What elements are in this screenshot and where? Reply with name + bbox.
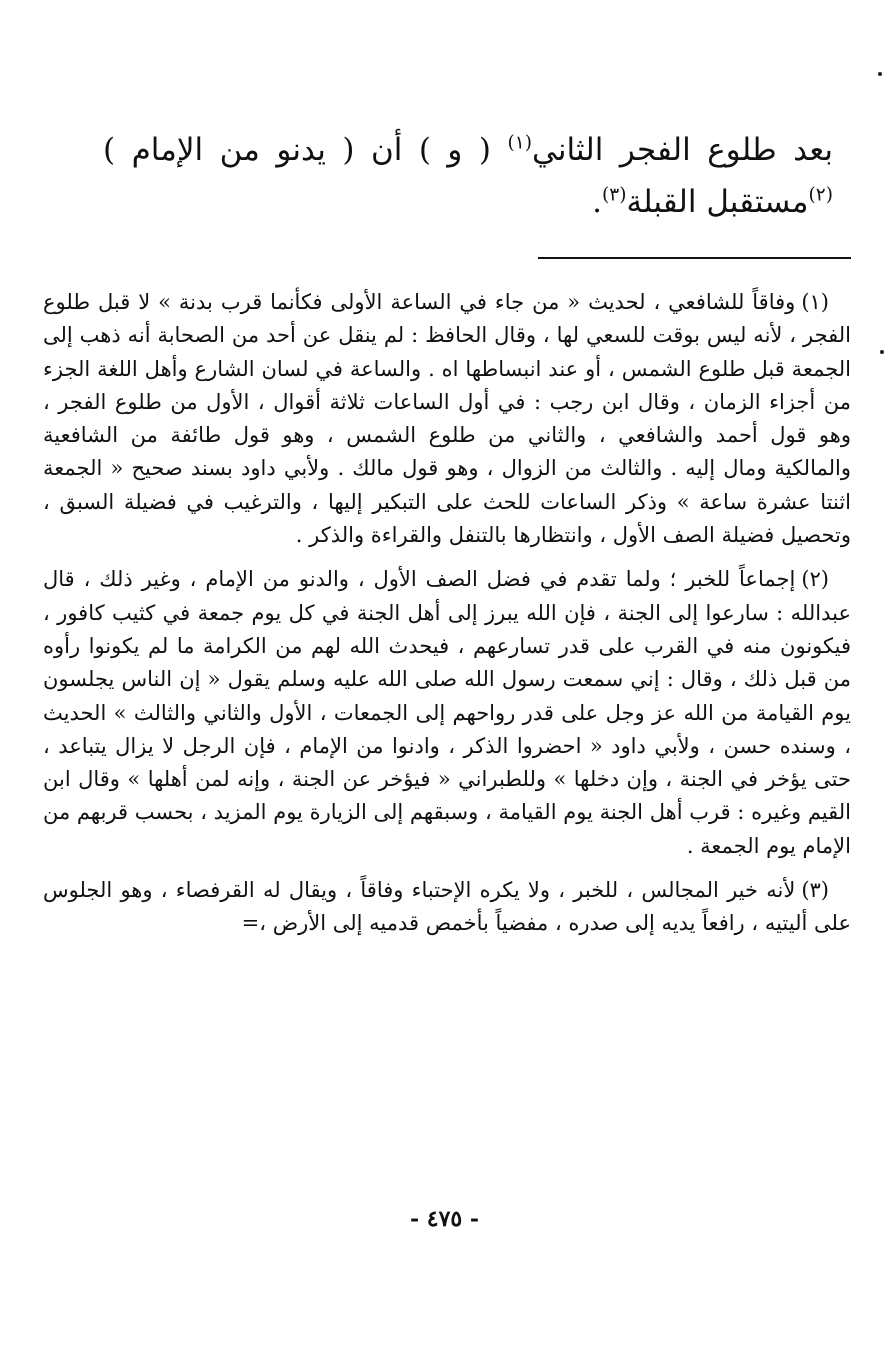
- footnote: [43, 874, 851, 941]
- footnote-text: إجماعاً للخبر ؛ ولما تقدم في فضل الصف الأول ، والدنو من الإمام ، وغير ذلك ، قال عبدالله : سارعوا إلى الجنة ، فإن الله يبرز إلى أهل الجنة في كل يوم جمعة في كثيب كافور ، فيكونون منه في القرب على قدر تسارعهم ، فيحدث الله لهم من الكرامة ما لم يكونوا رأوه من قبل ذلك ، وقال : إني سمعت رسول الله صلى الله عليه وسلم يقول « إن الناس يجلسون يوم القيامة من الله عز وجل على قدر رواحهم إلى الجمعات ، الأول والثاني والثالث » الحديث ، وسنده حسن ، ولأبي داود « احضروا الذكر ، وادنوا من الإمام ، فإن الرجل لا يزال يتباعد ، حتى يؤخر في الجنة ، وإن دخلها » وللطبراني « فيؤخر عن الجنة ، وإنه لمن أهلها » وقال ابن القيم وغيره : قرب أهل الجنة يوم القيامة ، وسبقهم إلى الزيارة يوم المزيد ، بحسب قربهم من الإمام يوم الجمعة .: [43, 567, 851, 858]
- page-number: - ٤٧٥ -: [409, 1206, 480, 1232]
- footnote-number: (١): [801, 290, 829, 314]
- footnote: [43, 286, 851, 552]
- main-text-part: ( و ) أن ( يدنو من الإمام ): [103, 132, 508, 168]
- scan-speck: [880, 350, 884, 354]
- main-text: [103, 124, 833, 228]
- footnote-ref: (٢): [808, 184, 833, 206]
- footnote-ref: (٣): [601, 184, 627, 206]
- footnote-text: وفاقاً للشافعي ، لحديث « من جاء في الساعة الأولى فكأنما قرب بدنة » لا قبل طلوع الفجر ، لأنه ليس بوقت للسعي لها ، وقال الحافظ : لم ينقل عن أحد من الصحابة أنه ذهب إلى الجمعة قبل طلوع الشمس ، أو عند انبساطها اه . والساعة في لسان الشارع وأهل اللغة الجزء من أجزاء الزمان ، وقال ابن رجب : في أول الساعات ثلاثة أقوال ، الأول من طلوع الفجر ، وهو قول أحمد والشافعي ، والثاني من طلوع الشمس ، وهو قول طائفة من الشافعية والمالكية ومال إليه . والثالث من الزوال ، وهو قول مالك . ولأبي داود بسند صحيح « الجمعة اثنتا عشرة ساعة » وذكر الساعات للحث على التبكير إليها ، والترغيب في فضيلة السبق ، وتحصيل فضيلة الصف الأول ، وانتظارها بالتنفل والقراءة والذكر .: [43, 290, 851, 548]
- main-text-part: مستقبل القبلة: [626, 184, 809, 220]
- footnote-number: (٣): [801, 878, 829, 903]
- footnotes: [43, 286, 851, 952]
- footnote-text: لأنه خير المجالس ، للخبر ، ولا يكره الإحتباء وفاقاً ، ويقال له القرفصاء ، وهو الجلوس على أليتيه ، رافعاً يديه إلى صدره ، مفضياً بأخمص قدميه إلى الأرض ،=: [43, 878, 851, 936]
- footnote-separator: [538, 257, 851, 259]
- scan-speck: [878, 72, 882, 76]
- footnote-ref: (١): [507, 132, 533, 154]
- footnote-number: (٢): [801, 567, 829, 592]
- main-text-part: .: [592, 184, 602, 220]
- footnote: [43, 563, 851, 863]
- main-text-part: بعد طلوع الفجر الثاني: [532, 132, 833, 168]
